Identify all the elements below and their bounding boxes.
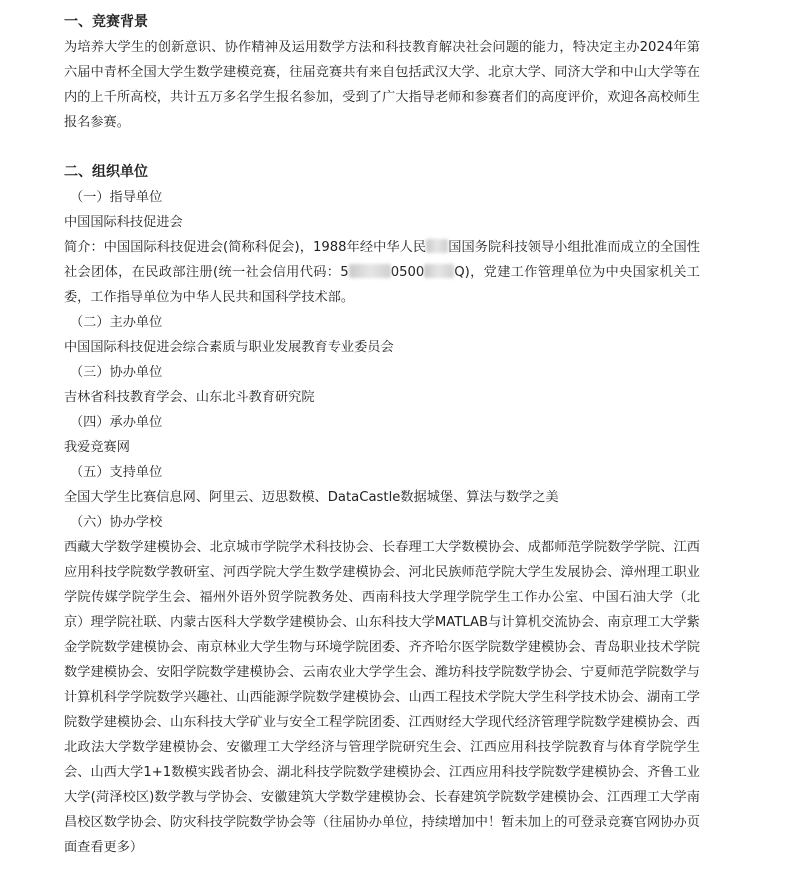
guide-intro-part-b: 国国务院科技领导小组批准而成立的全国性社会团体，在民政部注册(统一社会信用代码：5 bbox=[64, 240, 700, 280]
guide-unit-name: 中国国际科技促进会 bbox=[64, 215, 183, 230]
host-unit-name: 中国国际科技促进会综合素质与职业发展教育专业委员会 bbox=[64, 340, 394, 355]
schools-label: （六）协办学校 bbox=[70, 515, 163, 530]
co-org-unit-name: 吉林省科技教育学会、山东北斗教育研究院 bbox=[64, 390, 315, 405]
section-heading-background: 一、竞赛背景 bbox=[64, 14, 148, 30]
support-unit-label: （五）支持单位 bbox=[70, 465, 163, 480]
guide-unit-label: （一）指导单位 bbox=[70, 190, 163, 205]
guide-intro-part-c: 0500 bbox=[390, 265, 425, 280]
background-paragraph: 为培养大学生的创新意识、协作精神及运用数学方法和科技教育解决社会问题的能力，特决定主办2024年第六届中青杯全国大学生数学建模竞赛，往届竞赛共有来自包括武汉大学、北京大学、同济大学和中山大学等在内的上千所高校，共计五万多名学生报名参加，受到了广大指导老师和参赛者们的高度评价，欢迎各高校师生报名参赛。 bbox=[64, 40, 700, 130]
host-unit-label: （二）主办单位 bbox=[70, 315, 163, 330]
section-heading-organizers: 二、组织单位 bbox=[64, 164, 148, 180]
co-org-unit-label: （三）协办单位 bbox=[70, 365, 163, 380]
undertake-unit-name: 我爱竞赛网 bbox=[64, 440, 130, 455]
redaction-blur bbox=[349, 264, 391, 278]
schools-list: 西藏大学数学建模协会、北京城市学院学术科技协会、长春理工大学数模协会、成都师范学院数学学院、江西应用科技学院数学教研室、河西学院大学生数学建模协会、河北民族师范学院大学生发展协会、漳州理工职业学院传媒学院学生会、福州外语外贸学院教务处、西南科技大学理学院学生工作办公室、中国石油大学（北京）理学院社联、内蒙古医科大学数学建模协会、山东科技大学MATLAB与计算机交流协会、南京理工大学紫金学院数学建模协会、南京林业大学生物与环境学院团委、齐齐哈尔医学院数学建模协会、青岛职业技术学院数学建模协会、安阳学院数学建模协会、云南农业大学学生会、潍坊科技学院数学协会、宁夏师范学院数学与计算机科学学院数学兴趣社、山西能源学院数学建模协会、山西工程技术学院大学生科学技术协会、湖南工学院数学建模协会、山东科技大学矿业与安全工程学院团委、江西财经大学现代经济管理学院数学建模协会、西北政法大学数学建模协会、安徽理工大学经济与管理学院研究生会、江西应用科技学院教育与体育学院学生会、山西大学1+1数模实践者协会、湖北科技学院数学建模协会、江西应用科技学院数学建模协会、齐鲁工业大学(菏泽校区)数学教与学协会、安徽建筑大学数学建模协会、长春建筑学院数学建模协会、江西理工大学南昌校区数学协会、防灾科技学院数学协会等（往届协办单位，持续增加中！暂未加上的可登录竞赛官网协办页面查看更多） bbox=[64, 540, 700, 855]
guide-unit-intro bbox=[64, 235, 700, 310]
undertake-unit-label: （四）承办单位 bbox=[70, 415, 163, 430]
guide-intro-part-d: Q)，党建工作管理单位为中央国家机关工委，工作指导单位为中华人民共和国科学技术部。 bbox=[64, 265, 700, 305]
support-unit-name: 全国大学生比赛信息网、阿里云、迈思数模、DataCastle数据城堡、算法与数学之美 bbox=[64, 490, 559, 505]
spacer bbox=[64, 135, 700, 160]
guide-intro-part-a: 简介：中国国际科技促进会(简称科促会)，1988年经中华人民 bbox=[64, 240, 427, 255]
redaction-blur bbox=[426, 239, 448, 253]
redaction-blur bbox=[424, 264, 454, 278]
